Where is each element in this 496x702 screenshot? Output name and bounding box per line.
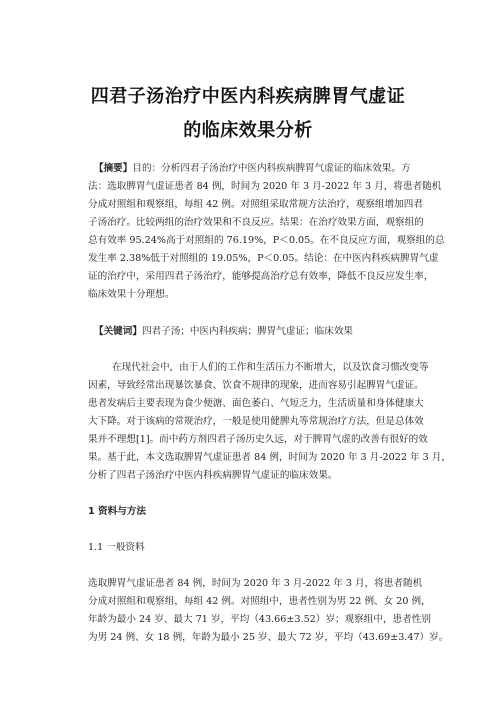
abstract-line-8: 临床效果十分理想。: [88, 289, 175, 300]
section-1-1-line-1: 选取脾胃气虚证患者 84 例，时间为 2020 年 3 月-2022 年 3 月，将患者随机: [88, 578, 423, 589]
abstract-line-6: 发生率 2.38%低于对照组的 19.05%，P＜0.05。结论：在中医内科疾病脾胃气虚: [88, 253, 439, 264]
abstract-line-4: 子汤治疗。比较两组的治疗效果和不良反应。结果：在治疗效果方面，观察组的: [88, 217, 424, 228]
title-line-2: 的临床效果分析: [183, 120, 313, 141]
abstract-line-3: 分成对照组和观察组，每组 42 例。对照组采取常规方法治疗，观察组增加四君: [88, 199, 423, 210]
abstract-line-7: 证的治疗中，采用四君子汤治疗，能够提高治疗总有效率，降低不良反应发生率，: [88, 271, 434, 282]
intro-line-6: 果。基于此，本文选取脾胃气虚证患者 84 例，时间为 2020 年 3 月-2022 年 3 月，: [88, 452, 451, 463]
intro-line-3: 患者发病后主要表现为食少便溏、面色萎白、气短乏力，生活质量和身体健康大: [88, 398, 424, 409]
abstract-line-2: 法：选取脾胃气虚证患者 84 例，时间为 2020 年 3 月-2022 年 3 月，将患者随机: [88, 181, 442, 192]
abstract-line-5: 总有效率 95.24%高于对照组的 76.19%，P＜0.05。在不良反应方面，观察组的总: [88, 235, 445, 246]
title-line-1: 四君子汤治疗中医内科疾病脾胃气虚证: [90, 86, 406, 107]
section-1-heading: 1 资料与方法: [88, 506, 146, 517]
intro-line-7: 分析了四君子汤治疗中医内科疾病脾胃气虚证的临床效果。: [88, 470, 338, 481]
section-1-1-line-2: 分成对照组和观察组，每组 42 例。对照组中，患者性别为男 22 例、女 20 例，: [88, 596, 431, 607]
section-1-1-line-3: 年龄为最小 24 岁、最大 71 岁，平均（43.66±3.52）岁；观察组中，患者性别: [88, 614, 431, 625]
section-1-1-heading: 1.1 一般资料: [88, 542, 145, 553]
keywords-label: 【关键词】: [94, 326, 142, 337]
abstract-text-1: 目的：分析四君子汤治疗中医内科疾病脾胃气虚证的临床效果。方: [132, 163, 411, 174]
section-1-1-line-4: 为男 24 例、女 18 例，年龄为最小 25 岁、最大 72 岁，平均（43.69±3.47）岁。: [88, 632, 449, 643]
intro-line-1: 在现代社会中，由于人们的工作和生活压力不断增大，以及饮食习惯改变等: [112, 362, 429, 373]
intro-line-4: 大下降。对于该病的常规治疗，一般是使用健脾丸等常规治疗方法，但是总体效: [88, 416, 424, 427]
keywords-line: [94, 326, 353, 338]
intro-line-2: 因素，导致经常出现暴饮暴食、饮食不规律的现象，进而容易引起脾胃气虚证。: [88, 380, 424, 391]
abstract-label: 【摘要】: [94, 163, 133, 174]
abstract-line-1: [94, 163, 411, 175]
intro-line-5: 果并不理想[1]。而中药方剂四君子汤历史久远，对于脾胃气虚的改善有很好的效: [88, 434, 428, 445]
keywords-text: 四君子汤；中医内科疾病；脾胃气虚证；临床效果: [141, 326, 354, 337]
